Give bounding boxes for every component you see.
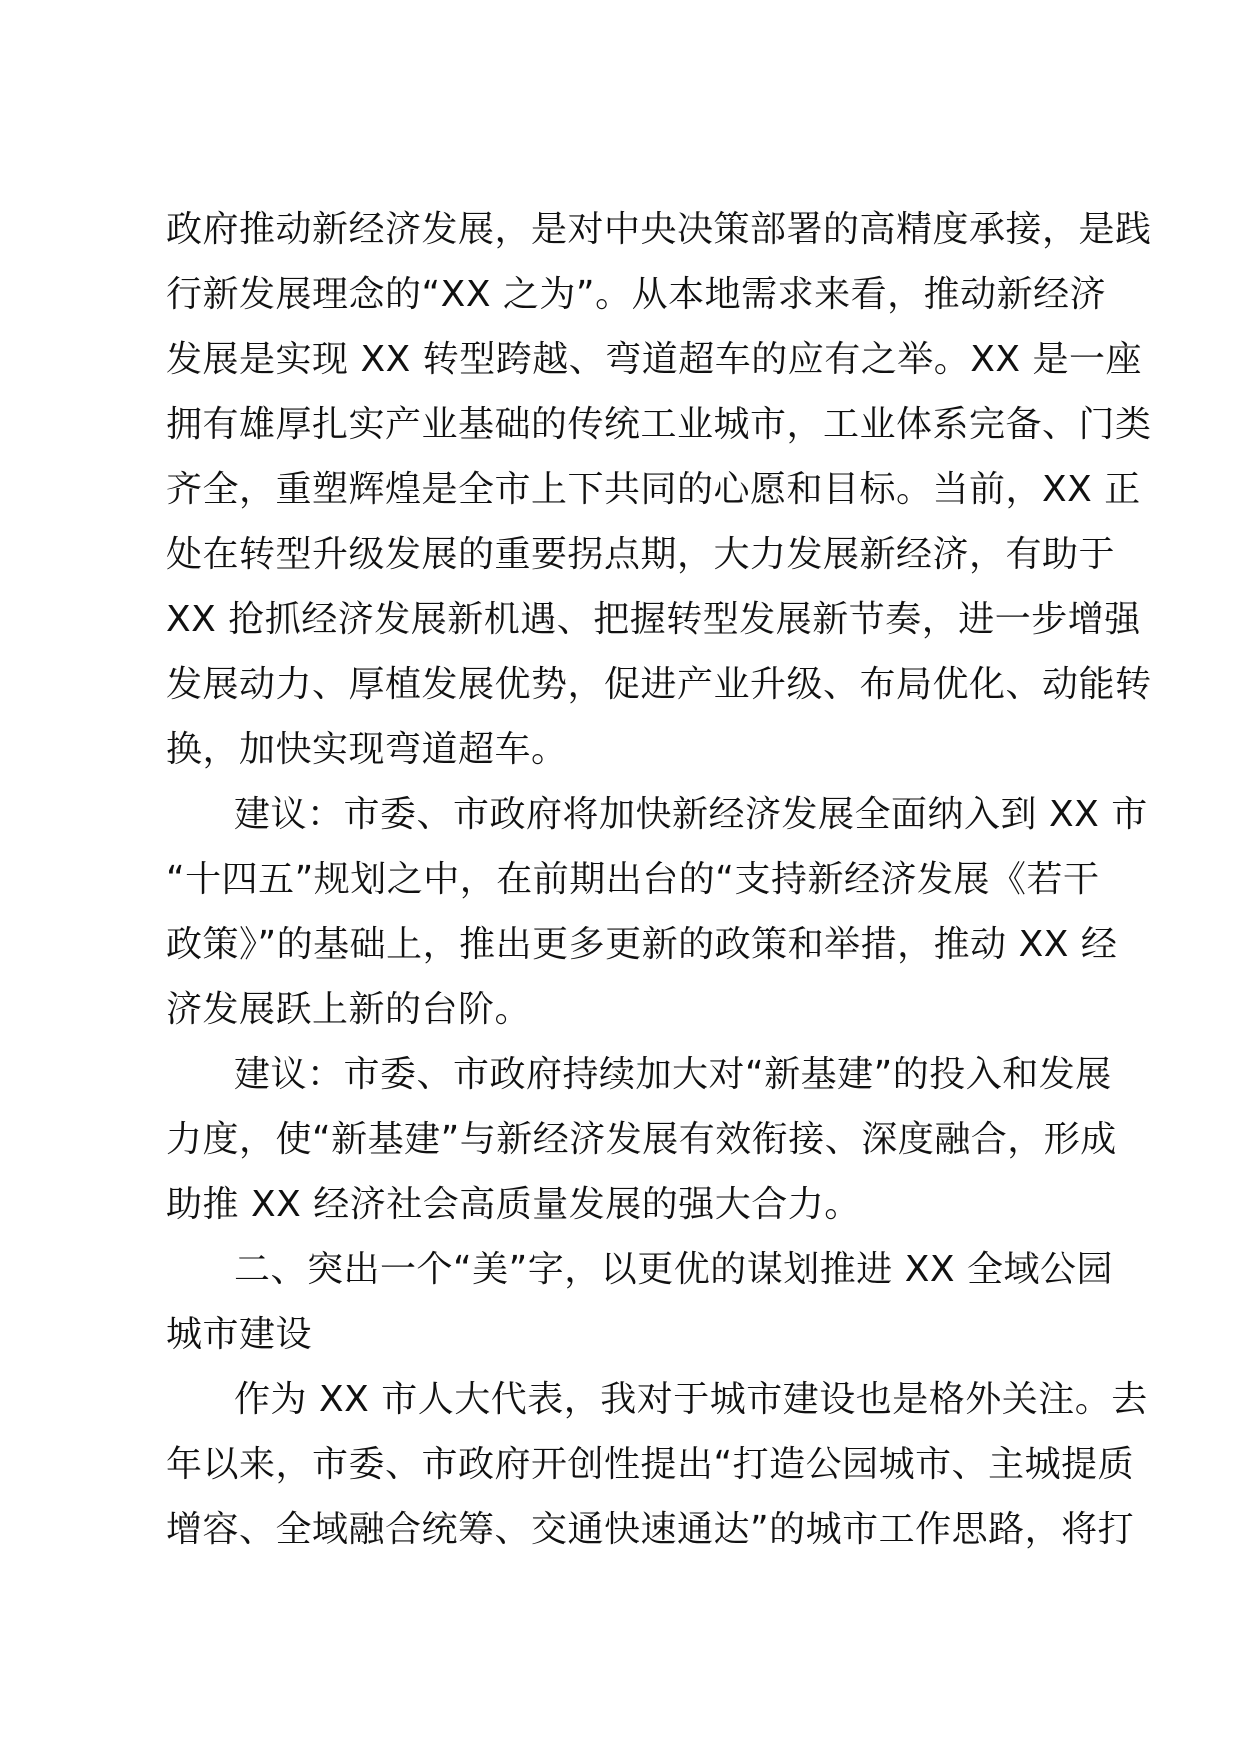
text-line: 城市建设 xyxy=(166,1314,313,1355)
text-line: 政府推动新经济发展，是对中央决策部署的高精度承接，是践 xyxy=(166,209,1152,250)
text-line: 力度，使“新基建”与新经济发展有效衔接、深度融合，形成 xyxy=(166,1119,1117,1160)
paragraph-suggestion-2 xyxy=(166,1042,1117,1237)
document-body xyxy=(166,197,1152,1562)
section-heading-2 xyxy=(166,1237,1114,1367)
paragraph-suggestion-1 xyxy=(166,782,1148,1042)
text-line: 政策》”的基础上，推出更多更新的政策和举措，推动 XX 经 xyxy=(166,924,1118,965)
text-line: 处在转型升级发展的重要拐点期，大力发展新经济，有助于 xyxy=(166,534,1116,575)
text-line: 拥有雄厚扎实产业基础的传统工业城市，工业体系完备、门类 xyxy=(166,404,1152,445)
text-line: “十四五”规划之中，在前期出台的“支持新经济发展《若干 xyxy=(166,859,1100,900)
text-line: 行新发展理念的“XX 之为”。从本地需求来看，推动新经济 xyxy=(166,274,1107,315)
text-line: XX 抢抓经济发展新机遇、把握转型发展新节奏，进一步增强 xyxy=(166,599,1141,640)
text-line: 二、突出一个“美”字，以更优的谋划推进 XX 全域公园 xyxy=(234,1249,1114,1290)
paragraph-city-construction xyxy=(166,1367,1148,1562)
text-line: 发展动力、厚植发展优势，促进产业升级、布局优化、动能转 xyxy=(166,664,1152,705)
text-line: 增容、全域融合统筹、交通快速通达”的城市工作思路，将打 xyxy=(166,1509,1135,1550)
paragraph-new-economy xyxy=(166,197,1152,782)
text-line: 年以来，市委、市政府开创性提出“打造公园城市、主城提质 xyxy=(166,1444,1135,1485)
text-line: 建议：市委、市政府将加快新经济发展全面纳入到 XX 市 xyxy=(234,794,1148,835)
text-line: 助推 XX 经济社会高质量发展的强大合力。 xyxy=(166,1184,861,1225)
text-line: 建议：市委、市政府持续加大对“新基建”的投入和发展 xyxy=(234,1054,1112,1095)
text-line: 作为 XX 市人大代表，我对于城市建设也是格外关注。去 xyxy=(234,1379,1148,1420)
text-line: 换，加快实现弯道超车。 xyxy=(166,729,568,770)
text-line: 齐全，重塑辉煌是全市上下共同的心愿和目标。当前，XX 正 xyxy=(166,469,1141,510)
text-line: 发展是实现 XX 转型跨越、弯道超车的应有之举。XX 是一座 xyxy=(166,339,1142,380)
text-line: 济发展跃上新的台阶。 xyxy=(166,989,532,1030)
